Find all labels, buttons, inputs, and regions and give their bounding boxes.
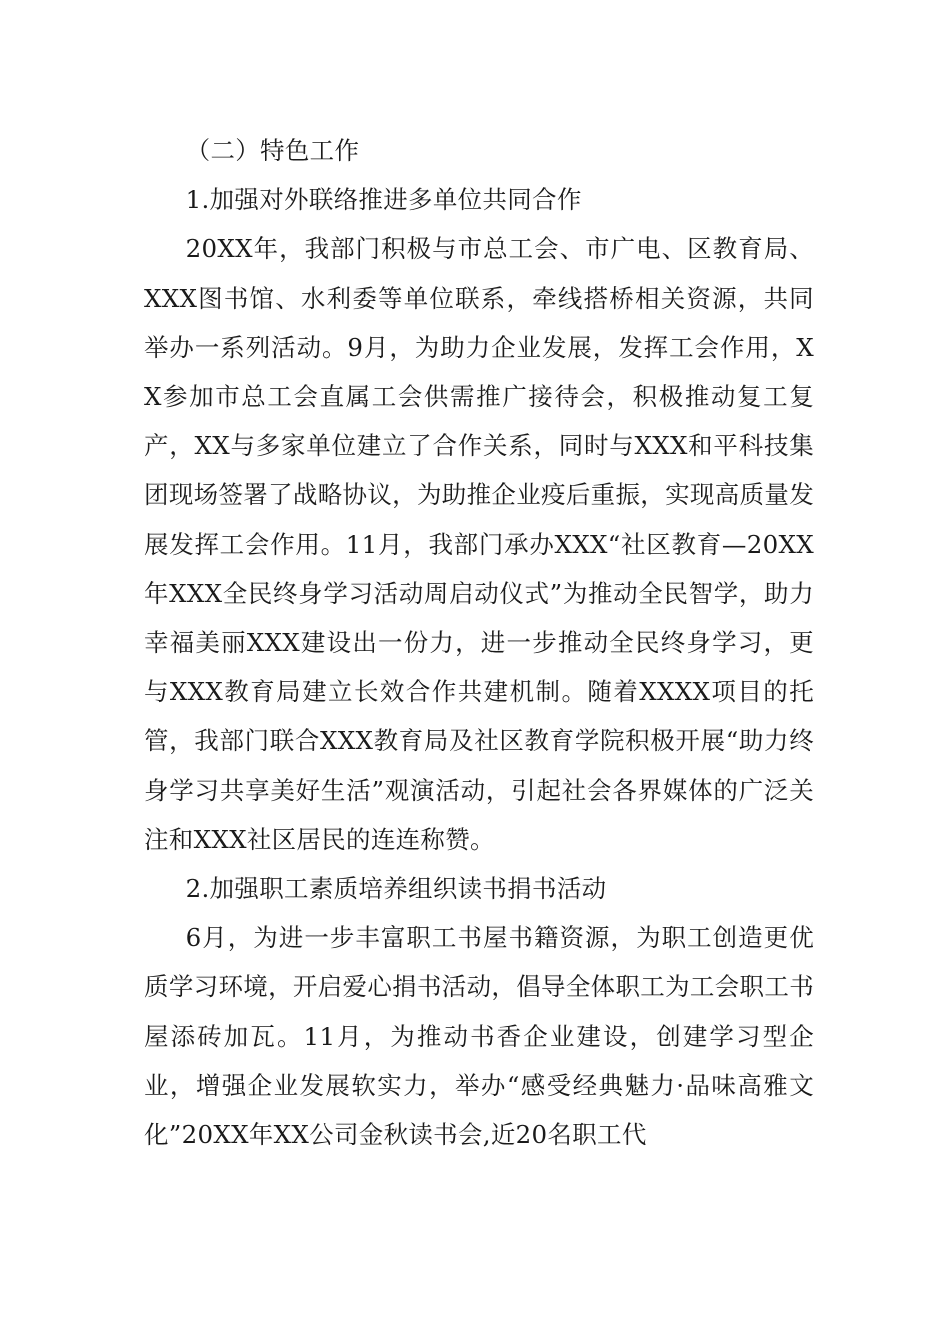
- document-content: [144, 126, 814, 1159]
- subsection-1-title: 1.加强对外联络推进多单位共同合作: [185, 185, 582, 215]
- subsection-2-body: 6月，为进一步丰富职工书屋书籍资源，为职工创造更优质学习环境，开启爱心捐书活动，倡导全体职工为工会职工书屋添砖加瓦。11月，为推动书香企业建设，创建学习型企业，增强企业发展软实力，举办“感受经典魅力·品味高雅文化”20XX年XX公司金秋读书会,近20名职工代: [144, 923, 814, 1150]
- subsection-1-body: 20XX年，我部门积极与市总工会、市广电、区教育局、XXX图书馆、水利委等单位联系，牵线搭桥相关资源，共同举办一系列活动。9月，为助力企业发展，发挥工会作用，XX参加市总工会直属工会供需推广接待会，积极推动复工复产，XX与多家单位建立了合作关系，同时与XXX和平科技集团现场签署了战略协议，为助推企业疫后重振，实现高质量发展发挥工会作用。11月，我部门承办XXX“社区教育—20XX年XXX全民终身学习活动周启动仪式”为推动全民智学，助力幸福美丽XXX建设出一份力，进一步推动全民终身学习，更与XXX教育局建立长效合作共建机制。随着XXXX项目的托管，我部门联合XXX教育局及社区教育学院积极开展“助力终身学习共享美好生活”观演活动，引起社会各界媒体的广泛关注和XXX社区居民的连连称赞。: [144, 234, 814, 854]
- subsection-2-title: 2.加强职工素质培养组织读书捐书活动: [185, 874, 607, 904]
- section-heading: （二）特色工作: [185, 136, 360, 165]
